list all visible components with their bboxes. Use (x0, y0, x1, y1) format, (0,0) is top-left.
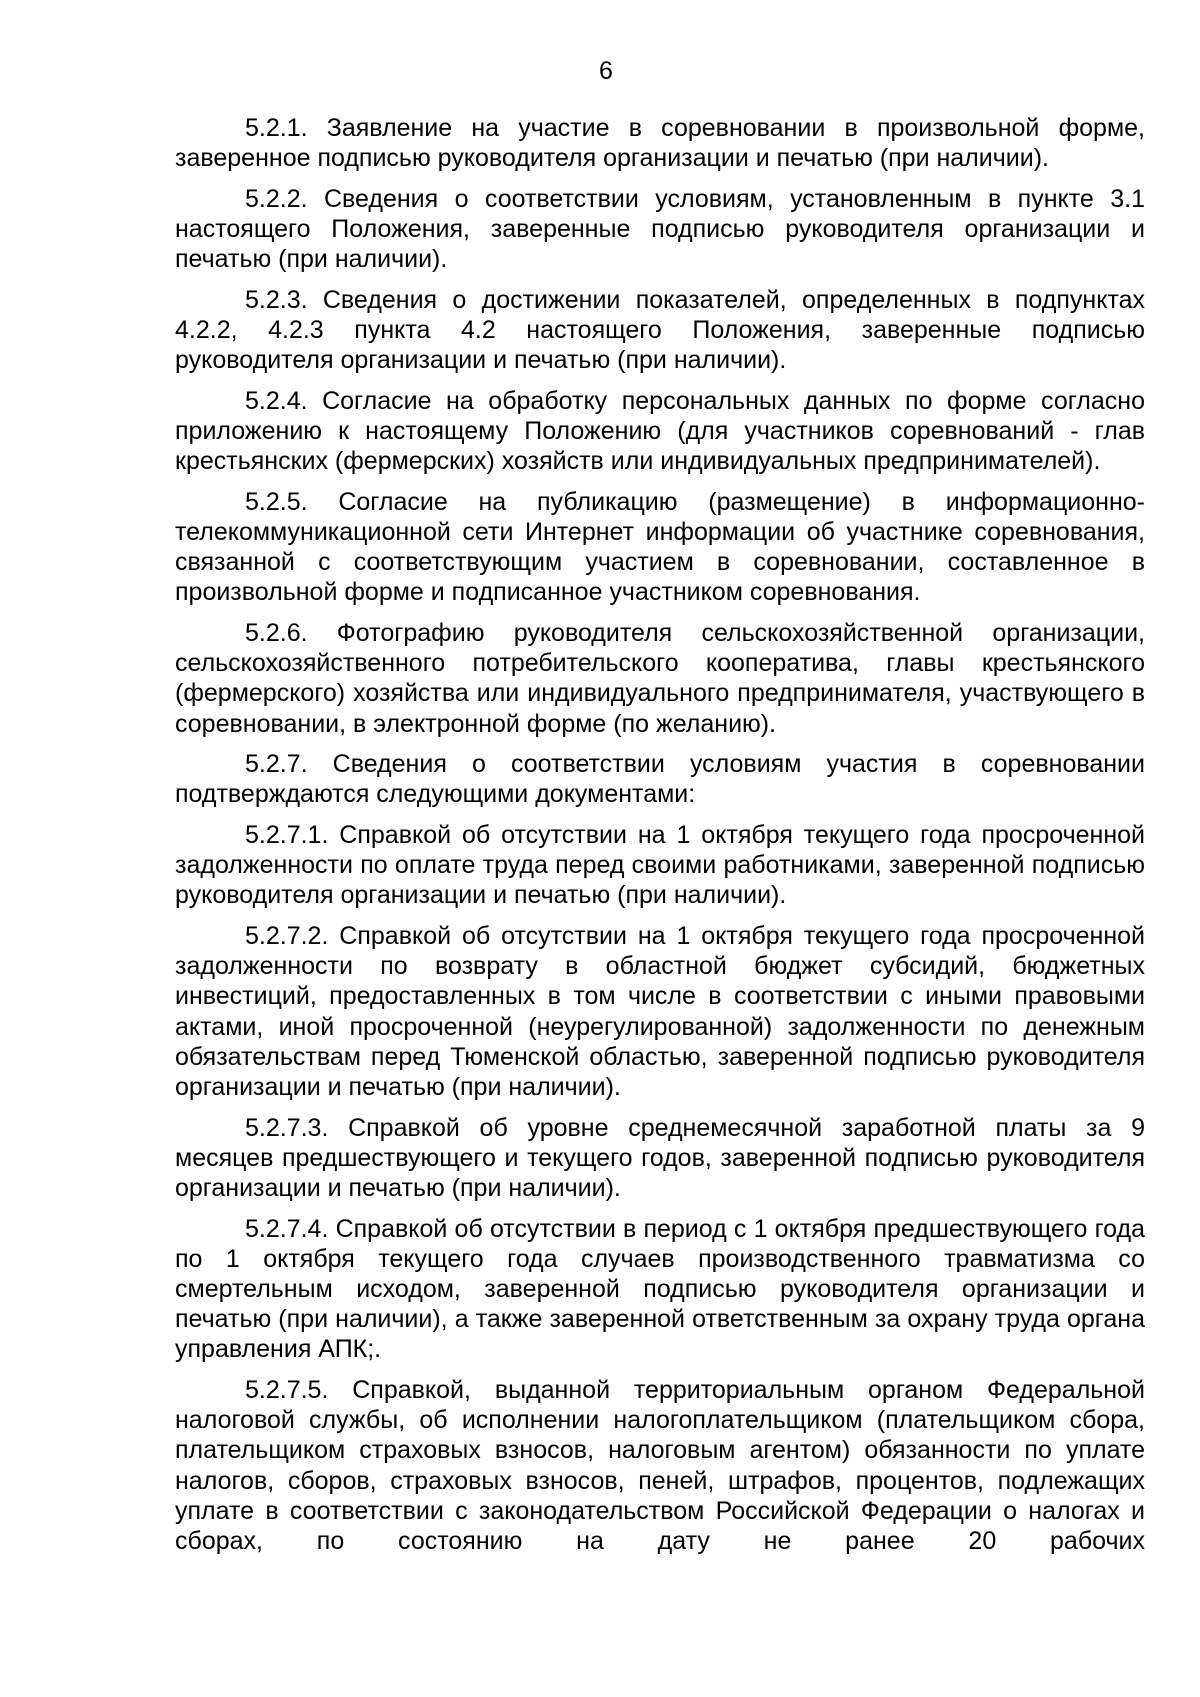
paragraph-5-2-4: 5.2.4. Согласие на обработку персональных данных по форме согласно приложению к настоящему Положению (для участников соревнований - глав крестьянских (фермерских) хозяйств или индивидуальных предпринимателей). (175, 386, 1145, 476)
document-body (175, 113, 1145, 1556)
paragraph-5-2-7-3: 5.2.7.3. Справкой об уровне среднемесячной заработной платы за 9 месяцев предшествующего и текущего годов, заверенной подписью руководителя организации и печатью (при наличии). (175, 1113, 1145, 1203)
paragraph-5-2-7: 5.2.7. Сведения о соответствии условиям участия в соревновании подтверждаются следующими документами: (175, 750, 1145, 809)
paragraph-5-2-7-1: 5.2.7.1. Справкой об отсутствии на 1 октября текущего года просроченной задолженности по оплате труда перед своими работниками, заверенной подписью руководителя организации и печатью (при наличии). (175, 821, 1145, 910)
paragraph-5-2-5: 5.2.5. Согласие на публикацию (размещение) в информационно-телекоммуникационной сети Интернет информации об участнике соревнования, связанной с соответствующим участием в соревновании, составленное в произвольной форме и подписанное участником соревнования. (175, 487, 1145, 607)
paragraph-5-2-7-4: 5.2.7.4. Справкой об отсутствии в период с 1 октября предшествующего года по 1 октября текущего года случаев производственного травматизма со смертельным исходом, заверенной подписью руководителя организации и печатью (при наличии), а также заверенной ответственным за охрану труда органа управления АПК;. (175, 1214, 1145, 1364)
paragraph-5-2-3: 5.2.3. Сведения о достижении показателей, определенных в подпунктах 4.2.2, 4.2.3 пункта 4.2 настоящего Положения, заверенные подписью руководителя организации и печатью (при наличии). (175, 285, 1145, 375)
paragraph-5-2-2: 5.2.2. Сведения о соответствии условиям, установленным в пункте 3.1 настоящего Положения, заверенные подписью руководителя организации и печатью (при наличии). (175, 184, 1145, 274)
page-number: 6 (599, 57, 613, 85)
paragraph-5-2-1: 5.2.1. Заявление на участие в соревновании в произвольной форме, заверенное подписью руководителя организации и печатью (при наличии). (175, 114, 1145, 173)
paragraph-5-2-6: 5.2.6. Фотографию руководителя сельскохозяйственной организации, сельскохозяйственного потребительского кооператива, главы крестьянского (фермерского) хозяйства или индивидуального предпринимателя, участвующего в соревновании, в электронной форме (по желанию). (175, 619, 1145, 738)
paragraph-5-2-7-2: 5.2.7.2. Справкой об отсутствии на 1 октября текущего года просроченной задолженности по возврату в областной бюджет субсидий, бюджетных инвестиций, предоставленных в том числе в соответствии с иными правовыми актами, иной просроченной (неурегулированной) задолженности по денежным обязательствам перед Тюменской областью, заверенной подписью руководителя организации и печатью (при наличии). (175, 922, 1145, 1102)
paragraph-5-2-7-5: 5.2.7.5. Справкой, выданной территориальным органом Федеральной налоговой службы, об исполнении налогоплательщиком (плательщиком сбора, плательщиком страховых взносов, налоговым агентом) обязанности по уплате налогов, сборов, страховых взносов, пеней, штрафов, процентов, подлежащих уплате в соответствии с законодательством Российской Федерации о налогах и сборах, по состоянию на дату не ранее 20 рабочих (175, 1376, 1145, 1556)
